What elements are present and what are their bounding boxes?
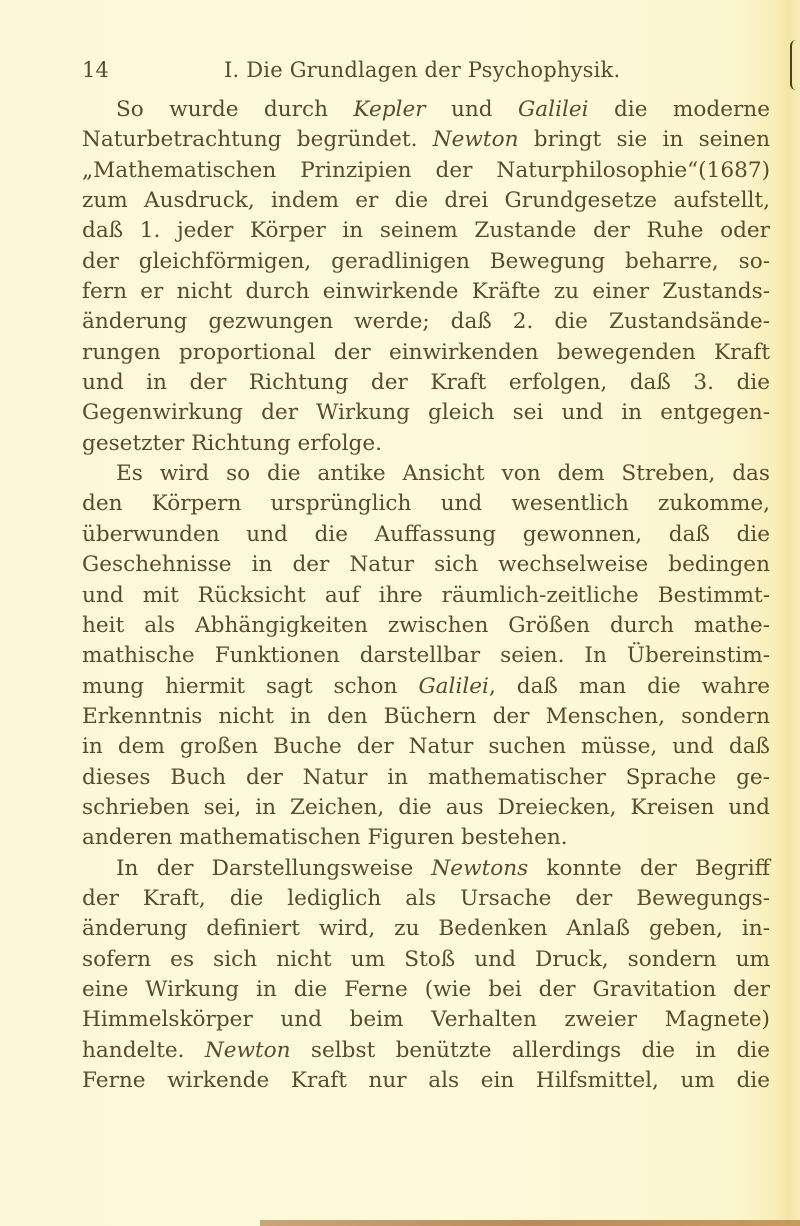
- text-run: konnte der Begriff: [528, 855, 770, 881]
- text-run: Himmelskörper und beim Verhalten zweier Magnete): [82, 1007, 770, 1033]
- text-run: und in der Richtung der Kraft erfolgen, daß 3. die: [82, 370, 770, 396]
- margin-bracket-mark: [790, 40, 798, 90]
- text-line: [82, 550, 770, 580]
- page-number: 14: [82, 58, 110, 82]
- text-run: die moderne: [588, 97, 770, 122]
- text-line: [82, 884, 770, 914]
- paragraph: [82, 459, 770, 853]
- page-bottom-edge: [260, 1220, 800, 1226]
- text-line: [82, 854, 770, 884]
- text-run: eine Wirkung in die Ferne (wie bei der Gravitation der: [82, 976, 770, 1002]
- text-run: So wurde durch: [116, 97, 354, 122]
- italic-name: Newton: [204, 1037, 291, 1063]
- text-line: [82, 611, 770, 641]
- text-line: [82, 1066, 770, 1096]
- text-run: daß 1. jeder Körper in seinem Zustande der Ruhe oder: [82, 218, 770, 244]
- text-run: „Mathematischen Prinzipien der Naturphilosophie“(1687): [82, 157, 770, 183]
- text-line: [82, 95, 770, 125]
- paragraph: [82, 854, 770, 1097]
- text-line: [82, 459, 770, 489]
- italic-name: Galilei: [418, 673, 489, 699]
- text-line: [82, 914, 770, 944]
- text-run: änderung definiert wird, zu Bedenken Anlaß geben, in-: [82, 916, 770, 942]
- text-line: [82, 156, 770, 186]
- running-header: [82, 58, 772, 86]
- italic-name: Newtons: [431, 855, 529, 881]
- text-run: selbst benützte allerdings die in die: [290, 1037, 770, 1063]
- text-run: der gleichförmigen, geradlinigen Bewegung beharre, so-: [82, 248, 770, 274]
- text-line: [82, 732, 770, 762]
- text-line: [82, 641, 770, 671]
- text-run: mung hiermit sagt schon: [82, 673, 419, 699]
- text-run: schrieben sei, in Zeichen, die aus Dreiecken, Kreisen und: [82, 794, 770, 820]
- text-line: [82, 763, 770, 793]
- text-run: dieses Buch der Natur in mathematischer Sprache ge-: [82, 764, 770, 790]
- text-line: [82, 398, 770, 428]
- text-run: mathische Funktionen darstellbar seien. In Übereinstim-: [82, 643, 770, 669]
- italic-name: Galilei: [518, 97, 589, 122]
- page-gutter-edge: [772, 0, 800, 1226]
- text-line: [82, 1036, 770, 1066]
- text-line: [82, 975, 770, 1005]
- text-run: Geschehnisse in der Natur sich wechselweise bedingen: [82, 552, 770, 578]
- text-line: [82, 186, 770, 216]
- text-line: [82, 307, 770, 337]
- text-line: [82, 945, 770, 975]
- text-run: Es wird so die antike Ansicht von dem Streben, das: [116, 461, 770, 487]
- text-run: Gegenwirkung der Wirkung gleich sei und in entgegen-: [82, 400, 770, 426]
- text-run: Erkenntnis nicht in den Büchern der Menschen, sondern: [82, 703, 770, 729]
- text-run: gesetzter Richtung erfolge.: [82, 430, 382, 456]
- text-line: [82, 216, 770, 246]
- text-run: und: [425, 97, 519, 122]
- running-title: I. Die Grundlagen der Psychophysik.: [224, 58, 621, 82]
- text-line: [82, 581, 770, 611]
- text-run: sofern es sich nicht um Stoß und Druck, sondern um: [82, 946, 770, 972]
- text-run: heit als Abhängigkeiten zwischen Größen durch mathe-: [82, 612, 770, 638]
- text-run: rungen proportional der einwirkenden bewegenden Kraft: [82, 339, 770, 365]
- text-line: [82, 277, 770, 307]
- text-run: zum Ausdruck, indem er die drei Grundgesetze aufstellt,: [82, 188, 770, 214]
- text-run: überwunden und die Auffassung gewonnen, daß die: [82, 521, 770, 547]
- text-line: [82, 793, 770, 823]
- text-line: [82, 368, 770, 398]
- italic-name: Newton: [432, 127, 519, 153]
- text-line: [82, 1005, 770, 1035]
- text-line: [82, 520, 770, 550]
- text-line: [82, 247, 770, 277]
- text-run: fern er nicht durch einwirkende Kräfte zu einer Zustands-: [82, 279, 770, 305]
- text-run: Ferne wirkende Kraft nur als ein Hilfsmittel, um die: [82, 1068, 770, 1093]
- text-line: [82, 125, 770, 155]
- text-run: den Körpern ursprünglich und wesentlich zukomme,: [82, 491, 770, 517]
- text-run: der Kraft, die lediglich als Ursache der Bewegungs-: [82, 885, 770, 911]
- paragraph: [82, 95, 770, 459]
- text-line: [82, 429, 770, 459]
- text-run: handelte.: [82, 1037, 205, 1063]
- text-line: [82, 338, 770, 368]
- text-run: und mit Rücksicht auf ihre räumlich-zeitliche Bestimmt-: [82, 582, 770, 608]
- text-run: bringt sie in seinen: [518, 127, 770, 153]
- text-run: änderung gezwungen werde; daß 2. die Zustandsände-: [82, 309, 770, 335]
- text-run: anderen mathematischen Figuren bestehen.: [82, 825, 568, 851]
- text-line: [82, 702, 770, 732]
- text-run: In der Darstellungsweise: [116, 855, 432, 881]
- text-run: Naturbetrachtung begründet.: [82, 127, 433, 153]
- body-text: [82, 95, 770, 1096]
- text-run: in dem großen Buche der Natur suchen müsse, und daß: [82, 734, 770, 760]
- text-line: [82, 672, 770, 702]
- italic-name: Kepler: [353, 97, 426, 122]
- text-line: [82, 489, 770, 519]
- text-run: , daß man die wahre: [488, 673, 770, 699]
- text-line: [82, 823, 770, 853]
